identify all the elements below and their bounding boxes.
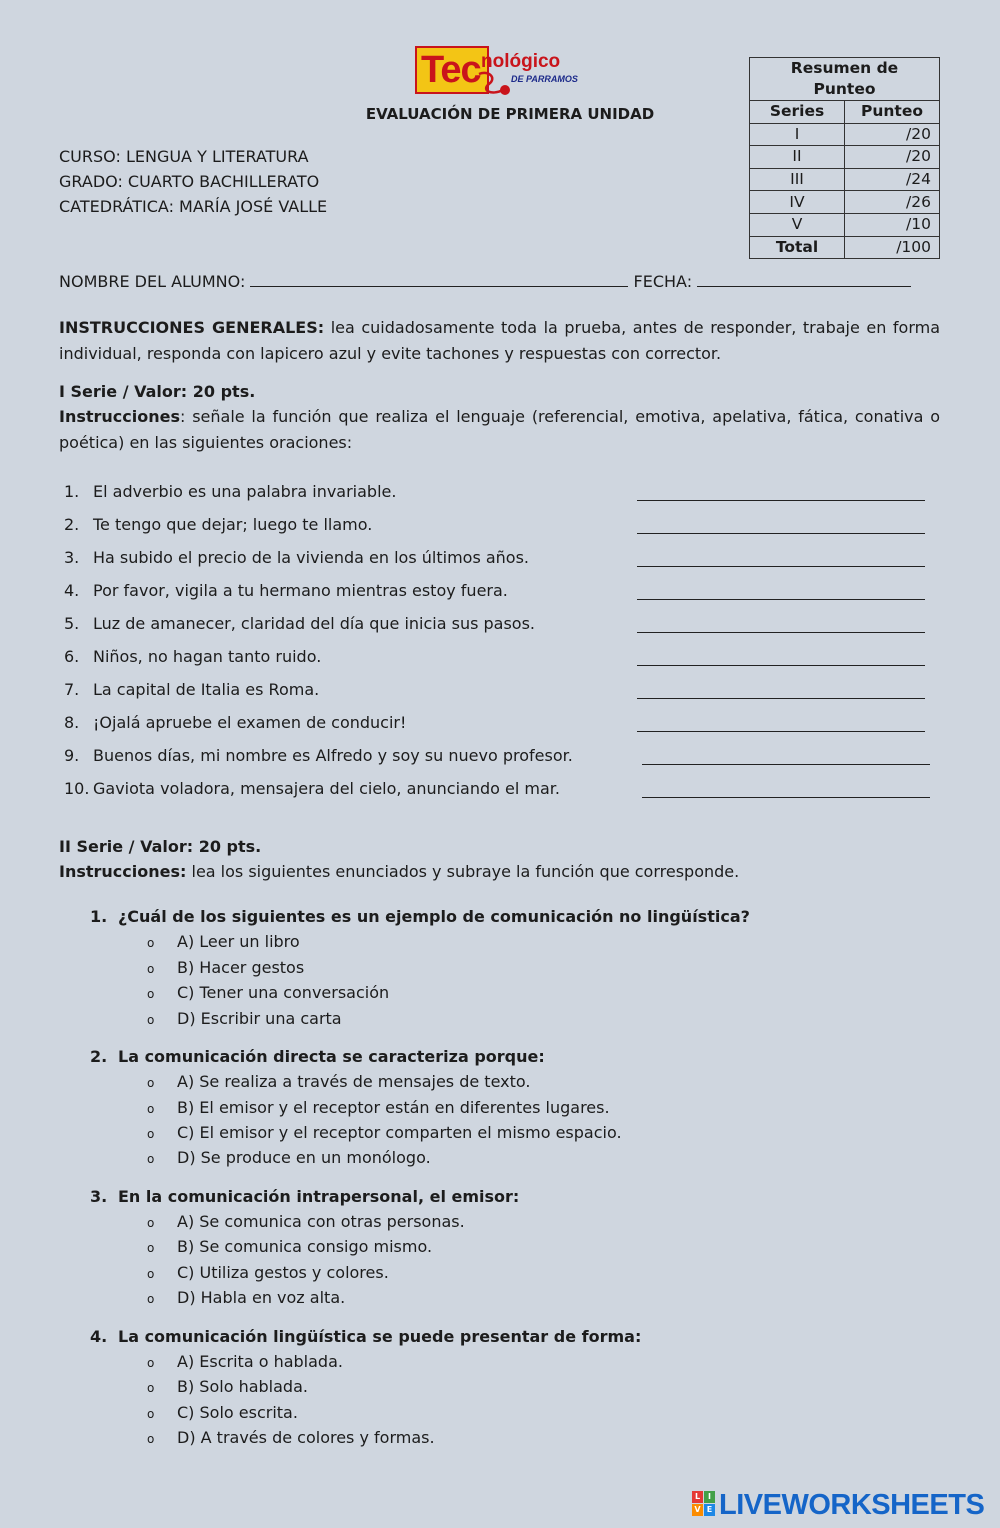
option-item[interactable] [147,932,300,951]
logo-de-parramos-text: DE PARRAMOS [511,74,578,84]
serie1-instructions [59,404,940,456]
option-item[interactable] [147,1148,431,1167]
bullet-icon: o [147,936,155,950]
item-number: 4. [64,581,80,600]
option-text: C) Utiliza gestos y colores. [177,1263,389,1282]
serie1-instructions-label: Instrucciones [59,407,181,426]
question-text: La comunicación lingüística se puede presentar de forma: [118,1327,642,1346]
summary-serie: I [750,123,845,146]
option-item[interactable] [147,1288,345,1307]
bullet-icon: o [147,1432,155,1446]
answer-line-10[interactable] [642,797,930,798]
option-item[interactable] [147,1098,610,1117]
answer-line-6[interactable] [637,665,925,666]
answer-line-4[interactable] [637,599,925,600]
liveworksheets-cubes-icon [692,1491,716,1517]
item-text: La capital de Italia es Roma. [93,680,320,699]
option-text: B) Se comunica consigo mismo. [177,1237,433,1256]
cube-letter: I [704,1491,715,1503]
option-text: B) Hacer gestos [177,958,305,977]
date-field[interactable] [697,272,911,287]
summary-total-label: Total [750,236,845,259]
option-text: C) Tener una conversación [177,983,390,1002]
option-item[interactable] [147,1123,622,1142]
option-item[interactable] [147,1428,435,1447]
logo-nologico-text: nológico [481,51,561,72]
bullet-icon: o [147,1216,155,1230]
course-label: CURSO: LENGUA Y LITERATURA [59,147,309,166]
teacher-label: CATEDRÁTICA: MARÍA JOSÉ VALLE [59,197,328,216]
summary-serie: III [750,168,845,191]
option-item[interactable] [147,1352,343,1371]
item-text: Gaviota voladora, mensajera del cielo, anunciando el mar. [93,779,560,798]
option-item[interactable] [147,983,389,1002]
question-2 [90,1047,545,1066]
liveworksheets-brand-text: LIVEWORKSHEETS [719,1489,985,1521]
question-text: La comunicación directa se caracteriza porque: [118,1047,545,1066]
serie2-instructions-text: lea los siguientes enunciados y subraye la función que corresponde. [186,862,740,881]
option-text: D) Se produce en un monólogo. [177,1148,431,1167]
item-number: 9. [64,746,80,765]
bullet-icon: o [147,962,155,976]
question-4 [90,1327,641,1346]
bullet-icon: o [147,1292,155,1306]
item-number: 5. [64,614,80,633]
question-1 [90,907,750,926]
list-item [64,614,535,633]
serie1-heading: I Serie / Valor: 20 pts. [59,382,256,401]
summary-title: Resumen de Punteo [750,58,940,101]
list-item [64,482,396,501]
answer-line-2[interactable] [637,533,925,534]
question-text: En la comunicación intrapersonal, el emisor: [118,1187,520,1206]
option-text: A) Leer un libro [177,932,300,951]
score-summary-table [749,57,940,259]
option-item[interactable] [147,1009,342,1028]
student-name-label: NOMBRE DEL ALUMNO: [59,272,246,291]
option-item[interactable] [147,1237,432,1256]
general-instructions-label: INSTRUCCIONES GENERALES: [59,318,325,337]
answer-line-3[interactable] [637,566,925,567]
bullet-icon: o [147,1356,155,1370]
option-item[interactable] [147,1377,308,1396]
bullet-icon: o [147,1013,155,1027]
cube-letter: V [692,1504,703,1516]
item-number: 8. [64,713,80,732]
page-title: EVALUACIÓN DE PRIMERA UNIDAD [365,105,655,123]
list-item [64,746,573,765]
option-text: C) El emisor y el receptor comparten el mismo espacio. [177,1123,622,1142]
student-info-line [59,272,911,291]
summary-serie: V [750,213,845,236]
summary-col-punteo: Punteo [845,101,940,124]
bullet-icon: o [147,1407,155,1421]
question-3 [90,1187,519,1206]
table-row [750,123,940,146]
bullet-icon: o [147,1381,155,1395]
question-number: 1. [90,907,108,926]
item-text: Te tengo que dejar; luego te llamo. [93,515,373,534]
summary-punteo: /20 [845,123,940,146]
logo-swirl-icon [475,68,515,98]
serie2-heading: II Serie / Valor: 20 pts. [59,837,262,856]
item-number: 1. [64,482,80,501]
bullet-icon: o [147,1267,155,1281]
summary-serie: II [750,146,845,169]
cube-letter: E [704,1504,715,1516]
option-text: D) A través de colores y formas. [177,1428,435,1447]
table-row [750,168,940,191]
item-text: Ha subido el precio de la vivienda en los últimos años. [93,548,530,567]
list-item [64,548,529,567]
option-text: A) Se comunica con otras personas. [177,1212,465,1231]
option-text: D) Habla en voz alta. [177,1288,346,1307]
answer-line-5[interactable] [637,632,925,633]
list-item [64,515,372,534]
item-number: 7. [64,680,80,699]
summary-punteo: /24 [845,168,940,191]
question-text: ¿Cuál de los siguientes es un ejemplo de comunicación no lingüística? [118,907,750,926]
summary-punteo: /26 [845,191,940,214]
summary-col-series: Series [750,101,845,124]
grade-label: GRADO: CUARTO BACHILLERATO [59,172,320,191]
option-text: B) Solo hablada. [177,1377,308,1396]
bullet-icon: o [147,1127,155,1141]
general-instructions-text: lea cuidadosamente toda la prueba, antes de responder, trabaje en forma individual, responda con lapicero azul y evite tachones y respuestas con corrector. [59,318,941,363]
liveworksheets-logo [692,1488,988,1522]
table-row [750,236,940,259]
item-text: Por favor, vigila a tu hermano mientras estoy fuera. [93,581,508,600]
list-item [64,713,406,732]
question-number: 4. [90,1327,108,1346]
item-text: ¡Ojalá apruebe el examen de conducir! [93,713,407,732]
school-logo [415,44,590,100]
item-number: 2. [64,515,80,534]
answer-line-1[interactable] [637,500,925,501]
date-label: FECHA: [633,272,693,291]
bullet-icon: o [147,987,155,1001]
option-item[interactable] [147,1072,530,1091]
summary-punteo: /20 [845,146,940,169]
answer-line-8[interactable] [637,731,925,732]
list-item [64,680,319,699]
option-text: B) El emisor y el receptor están en diferentes lugares. [177,1098,610,1117]
summary-serie: IV [750,191,845,214]
item-text: Luz de amanecer, claridad del día que inicia sus pasos. [93,614,536,633]
answer-line-9[interactable] [642,764,930,765]
summary-punteo: /10 [845,213,940,236]
bullet-icon: o [147,1102,155,1116]
bullet-icon: o [147,1241,155,1255]
item-text: Niños, no hagan tanto ruido. [93,647,322,666]
item-number: 3. [64,548,80,567]
item-number: 10. [64,779,90,798]
item-number: 6. [64,647,80,666]
table-row [750,146,940,169]
table-row [750,213,940,236]
question-number: 3. [90,1187,108,1206]
logo-tec-text: Tec [415,46,489,94]
bullet-icon: o [147,1152,155,1166]
option-item[interactable] [147,1263,389,1282]
option-text: D) Escribir una carta [177,1009,342,1028]
summary-total-value: /100 [845,236,940,259]
serie1-instructions-text: : señale la función que realiza el lenguaje (referencial, emotiva, apelativa, fática, conativa o poética) en las siguientes oraciones: [59,407,940,452]
option-item[interactable] [147,1403,298,1422]
serie2-instructions-label: Instrucciones: [59,862,187,881]
option-item[interactable] [147,1212,465,1231]
option-text: A) Escrita o hablada. [177,1352,343,1371]
item-text: Buenos días, mi nombre es Alfredo y soy su nuevo profesor. [93,746,573,765]
option-item[interactable] [147,958,304,977]
list-item [64,779,560,798]
general-instructions [59,315,940,367]
cube-letter: L [692,1491,703,1503]
option-text: C) Solo escrita. [177,1403,298,1422]
option-text: A) Se realiza a través de mensajes de texto. [177,1072,531,1091]
list-item [64,647,321,666]
table-row [750,191,940,214]
answer-line-7[interactable] [637,698,925,699]
question-number: 2. [90,1047,108,1066]
bullet-icon: o [147,1076,155,1090]
student-name-field[interactable] [250,272,628,287]
item-text: El adverbio es una palabra invariable. [93,482,397,501]
serie2-instructions [59,859,940,885]
list-item [64,581,508,600]
